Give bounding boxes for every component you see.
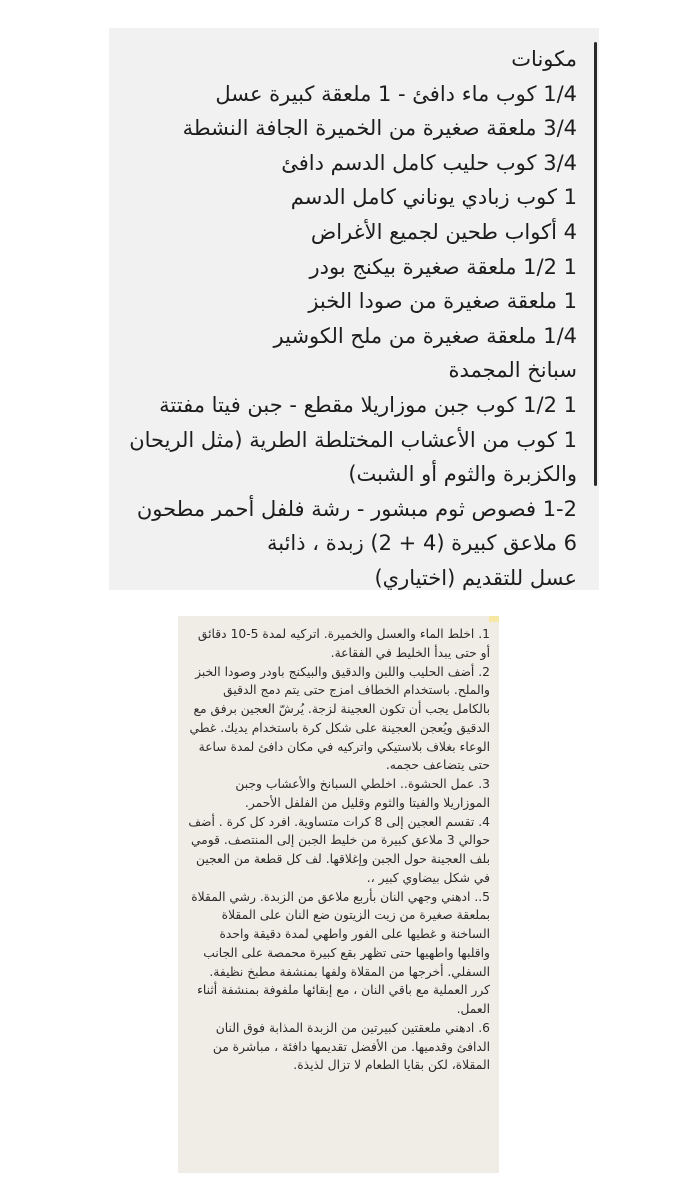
ingredient-line: 4 أكواب طحين لجميع الأغراض (310, 219, 577, 244)
ingredient-line: 1 1/2 كوب جبن موزاريلا مقطع - جبن فيتا مفتتة (159, 392, 577, 417)
step-4: 4. تقسم العجين إلى 8 كرات متساوية. افرد كل كرة . أضف حوالي 3 ملاعق كبيرة من خليط الجبن إلى المنتصف. قومي بلف العجينة حول الجبن وإغلاقها. لف كل قطعة من العجين في شكل بيضاوي كبير ،. (188, 814, 490, 885)
ingredient-line: 3/4 كوب حليب كامل الدسم دافئ (281, 150, 577, 175)
ingredient-line: عسل للتقديم (اختياري) (374, 565, 577, 590)
step-1: 1. اخلط الماء والعسل والخميرة. اتركيه لمدة 5-10 دقائق أو حتى يبدأ الخليط في الفقاعة. (197, 627, 490, 660)
ingredient-line: 1 1/2 ملعقة صغيرة بيكنج بودر (309, 254, 577, 279)
step-5: 5.. ادهني وجهي النان بأربع ملاعق من الزبدة. رشي المقلاة بملعقة صغيرة من زيت الزيتون ضع النان على المقلاة الساخنة و غطيها على الفور واطهي لمدة دقيقة واحدة واقلبها واطهيها حتى تظهر بقع كبيرة محمصة على الجانب السفلي. أخرجها من المقلاة ولفها بمنشفة مطبخ نظيفة. كرر العملية مع باقي النان ، مع إبقائها ملفوفة بمنشفة أثناء العمل. (191, 889, 490, 1016)
corner-mark (489, 616, 499, 622)
ingredient-line: 6 ملاعق كبيرة (4 + 2) زبدة ، ذائبة (266, 531, 577, 556)
step-2: 2. أضف الحليب واللبن والدقيق والبيكنج باودر وصودا الخبز والملح. باستخدام الخطاف امزج حتى يتم دمج الدقيق بالكامل يجب أن تكون العجينة لزجة. يُرشّ العجين برفق مع الدقيق ويُعجن العجينة على شكل كرة باستخدام يديك. غطي الوعاء بغلاف بلاستيكي واتركيه في مكان دافئ لمدة ساعة حتى يتضاعف حجمه. (189, 664, 490, 773)
ingredient-line: 1 كوب من الأعشاب المختلطة الطرية (مثل الريحان (129, 427, 577, 452)
ingredient-line: 3/4 ملعقة صغيرة من الخميرة الجافة النشطة (182, 116, 577, 141)
step-6: 6. ادهني ملعقتين كبيرتين من الزبدة المذابة فوق النان الدافئ وقدميها. من الأفضل تقديمها دافئة ، مباشرة من المقلاة، لكن بقايا الطعام لا تزال لذيذة. (212, 1020, 490, 1073)
ingredient-line: 1-2 فصوص ثوم مبشور - رشة فلفل أحمر مطحون (136, 496, 577, 521)
ingredient-line: والكزبرة والثوم أو الشبت) (348, 462, 577, 487)
ingredients-heading: مكونات (511, 47, 577, 71)
steps-card (178, 616, 499, 1173)
step-3: 3. عمل الحشوة.. اخلطي السبانخ والأعشاب وجبن الموزاريلا والفيتا والثوم وقليل من الفلفل الأحمر. (235, 777, 490, 810)
ingredient-line: 1 ملعقة صغيرة من صودا الخبز (308, 289, 577, 314)
ingredient-line: سبانخ المجمدة (448, 358, 577, 383)
ingredients-card (109, 28, 599, 590)
ingredient-line: 1/4 كوب ماء دافئ - 1 ملعقة كبيرة عسل (215, 81, 577, 106)
ingredient-line: 1/4 ملعقة صغيرة من ملح الكوشير (273, 323, 577, 348)
ingredient-line: 1 كوب زبادي يوناني كامل الدسم (290, 185, 577, 210)
scrollbar[interactable] (594, 42, 597, 486)
